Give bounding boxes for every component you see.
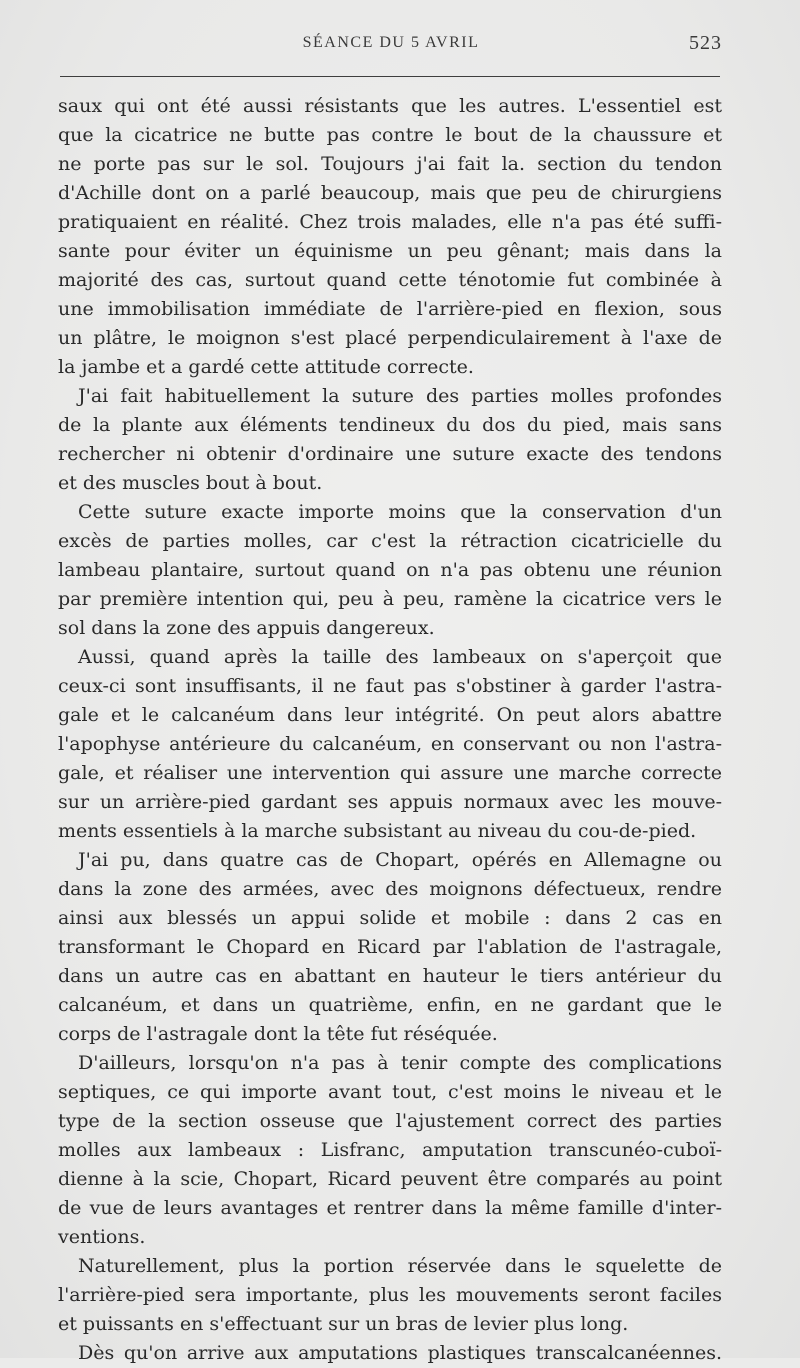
text-line: calcanéum, et dans un quatrième, enfin, en ne gardant que le (58, 994, 722, 1016)
running-head: SÉANCE DU 5 AVRIL (302, 34, 480, 51)
text-line: gale et le calcanéum dans leur intégrité. On peut alors abattre (58, 704, 722, 726)
text-line: ne porte pas sur le sol. Toujours j'ai fait la. section du tendon (58, 153, 722, 175)
text-line: de vue de leurs avantages et rentrer dans la même famille d'inter- (58, 1197, 722, 1219)
body-text (58, 92, 722, 1368)
text-line: que la cicatrice ne butte pas contre le bout de la chaussure et (58, 124, 722, 146)
text-line: l'apophyse antérieure du calcanéum, en conservant ou non l'astra- (58, 733, 722, 755)
text-line: ceux-ci sont insuffisants, il ne faut pas s'obstiner à garder l'astra- (58, 675, 722, 697)
text-line: Naturellement, plus la portion réservée dans le squelette de (78, 1255, 722, 1277)
text-line: pratiquaient en réalité. Chez trois malades, elle n'a pas été suffi- (58, 211, 722, 233)
text-line: septiques, ce qui importe avant tout, c'est moins le niveau et le (58, 1081, 722, 1103)
text-line: l'arrière-pied sera importante, plus les mouvements seront faciles (58, 1284, 722, 1306)
text-line: corps de l'astragale dont la tête fut réséquée. (58, 1023, 498, 1045)
text-line: et des muscles bout à bout. (58, 472, 323, 494)
text-line: Cette suture exacte importe moins que la conservation d'un (78, 501, 722, 523)
text-line: ainsi aux blessés un appui solide et mobile : dans 2 cas en (58, 907, 722, 929)
text-line: molles aux lambeaux : Lisfranc, amputation transcunéo-cuboï- (58, 1139, 722, 1161)
text-line: majorité des cas, surtout quand cette ténotomie fut combinée à (58, 269, 722, 291)
text-line: Aussi, quand après la taille des lambeaux on s'aperçoit que (78, 646, 722, 668)
text-line: Dès qu'on arrive aux amputations plastiques transcalcanéennes. (78, 1342, 722, 1364)
text-line: par première intention qui, peu à peu, ramène la cicatrice vers le (58, 588, 722, 610)
text-line: sante pour éviter un équinisme un peu gênant; mais dans la (58, 240, 722, 262)
text-line: dans la zone des armées, avec des moignons défectueux, rendre (58, 878, 722, 900)
text-line: transformant le Chopard en Ricard par l'ablation de l'astragale, (58, 936, 722, 958)
header-rule (60, 76, 720, 77)
text-line: la jambe et a gardé cette attitude correcte. (58, 356, 474, 378)
text-line: et puissants en s'effectuant sur un bras de levier plus long. (58, 1313, 629, 1335)
text-line: une immobilisation immédiate de l'arrière-pied en flexion, sous (58, 298, 722, 320)
text-line: un plâtre, le moignon s'est placé perpendiculairement à l'axe de (58, 327, 722, 349)
text-line: saux qui ont été aussi résistants que les autres. L'essentiel est (58, 95, 722, 117)
text-line: sol dans la zone des appuis dangereux. (58, 617, 435, 639)
page-number: 523 (689, 32, 722, 54)
text-line: excès de parties molles, car c'est la rétraction cicatricielle du (58, 530, 722, 552)
text-line: D'ailleurs, lorsqu'on n'a pas à tenir compte des complications (78, 1052, 722, 1074)
text-line: d'Achille dont on a parlé beaucoup, mais que peu de chirurgiens (58, 182, 722, 204)
text-line: de la plante aux éléments tendineux du dos du pied, mais sans (58, 414, 722, 436)
text-line: ventions. (58, 1226, 146, 1248)
text-line: sur un arrière-pied gardant ses appuis normaux avec les mouve- (58, 791, 722, 813)
text-line: J'ai fait habituellement la suture des parties molles profondes (78, 385, 722, 407)
text-line: J'ai pu, dans quatre cas de Chopart, opérés en Allemagne ou (78, 849, 722, 871)
text-line: gale, et réaliser une intervention qui assure une marche correcte (58, 762, 722, 784)
text-line: ments essentiels à la marche subsistant au niveau du cou-de-pied. (58, 820, 697, 842)
text-line: dienne à la scie, Chopart, Ricard peuvent être comparés au point (58, 1168, 722, 1190)
text-line: lambeau plantaire, surtout quand on n'a pas obtenu une réunion (58, 559, 722, 581)
text-line: dans un autre cas en abattant en hauteur le tiers antérieur du (58, 965, 722, 987)
text-line: rechercher ni obtenir d'ordinaire une suture exacte des tendons (58, 443, 722, 465)
page-header (60, 34, 722, 60)
text-line: type de la section osseuse que l'ajustement correct des parties (58, 1110, 722, 1132)
